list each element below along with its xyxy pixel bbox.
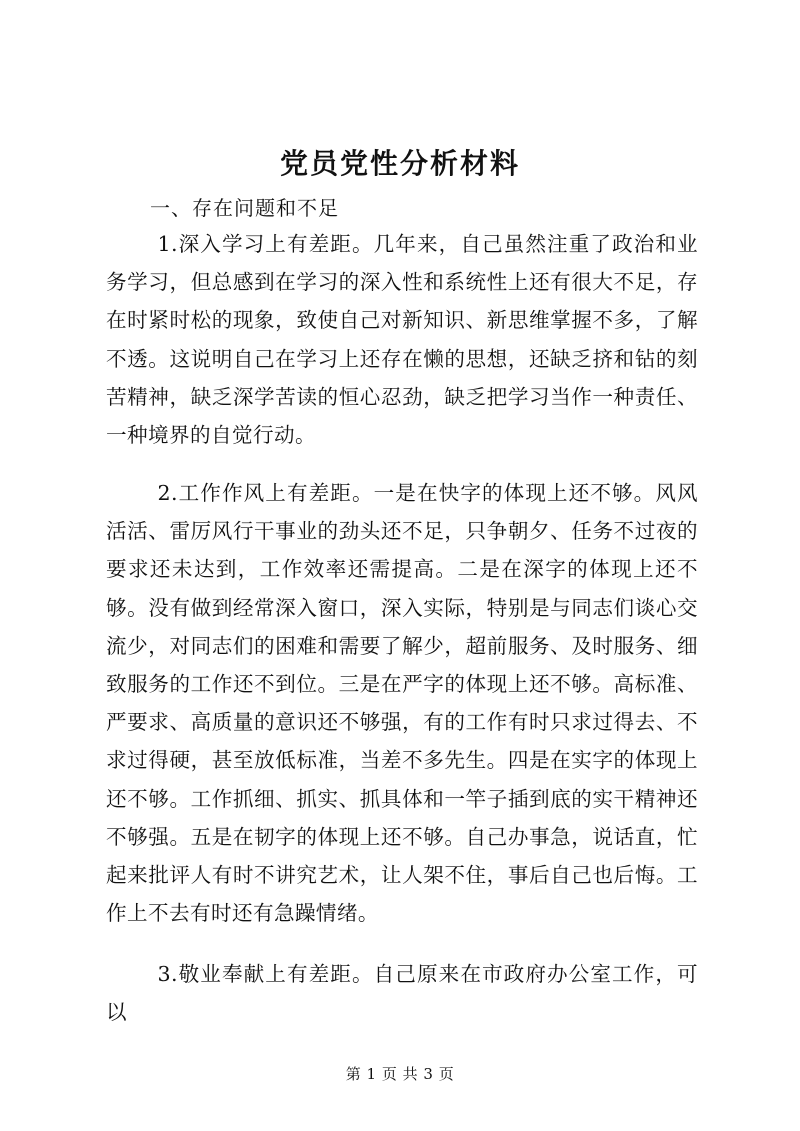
paragraph-1: 1.深入学习上有差距。几年来，自己虽然注重了政治和业务学习，但总感到在学习的深入性和系统性上还有很大不足，存在时紧时松的现象，致使自己对新知识、新思维掌握不多，了解不透。这说明自己在学习上还存在懒的思想，还缺乏挤和钻的刻苦精神，缺乏深学苦读的恒心忍劲，缺乏把学习当作一种责任、一种境界的自觉行动。 (106, 232, 698, 448)
paragraph-2: 2.工作作风上有差距。一是在快字的体现上还不够。风风活活、雷厉风行干事业的劲头还不足，只争朝夕、任务不过夜的要求还未达到，工作效率还需提高。二是在深字的体现上还不够。没有做到经常深入窗口，深入实际，特别是与同志们谈心交流少，对同志们的困难和需要了解少，超前服务、及时服务、细致服务的工作还不到位。三是在严字的体现上还不够。高标准、严要求、高质量的意识还不够强，有的工作有时只求过得去、不求过得硬，甚至放低标准，当差不多先生。四是在实字的体现上还不够。工作抓细、抓实、抓具体和一竿子插到底的实干精神还不够强。五是在韧字的体现上还不够。自己办事急，说话直，忙起来批评人有时不讲究艺术，让人架不住，事后自己也后悔。工作上不去有时还有急躁情绪。 (106, 481, 698, 926)
document-title: 党员党性分析材料 (279, 147, 520, 180)
page-footer: 第 1 页 共 3 页 (345, 1065, 455, 1083)
section-heading: 一、存在问题和不足 (150, 196, 339, 220)
paragraph-3: 3.敬业奉献上有差距。自己原来在市政府办公室工作，可以 (106, 962, 698, 1025)
